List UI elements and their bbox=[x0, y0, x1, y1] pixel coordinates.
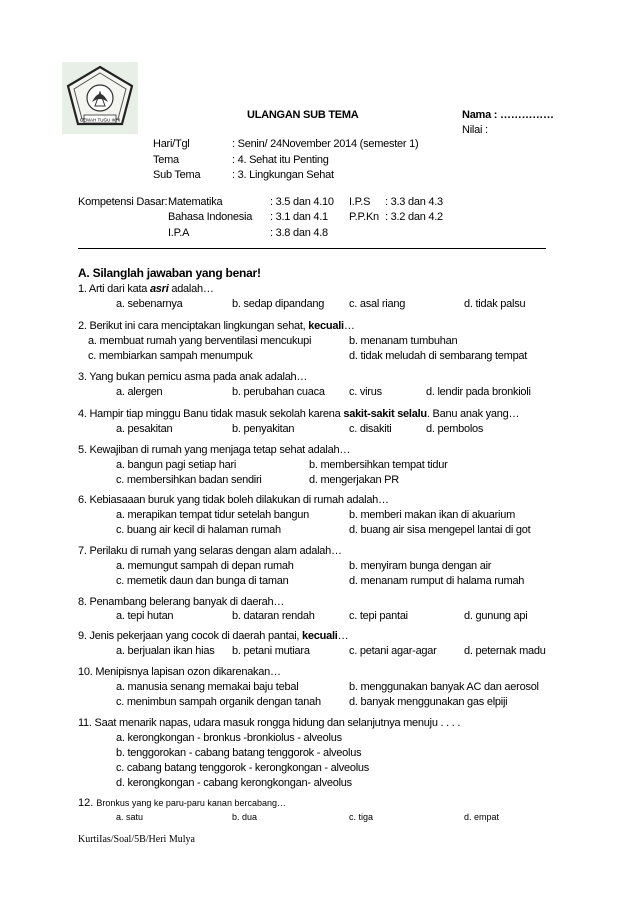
question-3: 3. Yang bukan pemicu asma pada anak adalah… bbox=[78, 371, 308, 383]
option: b. menyiram bunga dengan air bbox=[349, 560, 492, 572]
option: d. banyak menggunakan gas elpiji bbox=[349, 696, 508, 708]
question-9: 9. Jenis pekerjaan yang cocok di daerah pantai, kecuali… bbox=[78, 630, 349, 642]
school-emblem-icon bbox=[62, 62, 138, 134]
option: c. asal riang bbox=[349, 298, 406, 310]
kompetensi-subject: P.P.Kn bbox=[349, 211, 379, 223]
question-5: 5. Kewajiban di rumah yang menjaga tetap sehat adalah… bbox=[78, 444, 351, 456]
option: c. buang air kecil di halaman rumah bbox=[116, 524, 281, 536]
option: d. tidak meludah di sembarang tempat bbox=[349, 350, 528, 362]
option: c. membiarkan sampah menumpuk bbox=[88, 350, 253, 362]
option: c. disakiti bbox=[349, 423, 392, 435]
option: a. berjualan ikan hias bbox=[116, 645, 215, 657]
option: b. sedap dipandang bbox=[232, 298, 325, 310]
option: b. petani mutiara bbox=[232, 645, 310, 657]
option: c. tepi pantai bbox=[349, 610, 408, 622]
kompetensi-kd: : 3.5 dan 4.10 bbox=[270, 196, 334, 208]
score-field-label: Nilai : bbox=[462, 124, 488, 136]
option: c. virus bbox=[349, 386, 382, 398]
info-value-subtheme: : 3. Lingkungan Sehat bbox=[232, 169, 334, 181]
question-4: 4. Hampir tiap minggu Banu tidak masuk sekolah karena sakit-sakit selalu. Banu anak yang… bbox=[78, 408, 520, 420]
option: a. memungut sampah di depan rumah bbox=[116, 560, 294, 572]
info-value-theme: : 4. Sehat itu Penting bbox=[232, 154, 329, 166]
option: a. pesakitan bbox=[116, 423, 173, 435]
kompetensi-label: Kompetensi Dasar: bbox=[78, 196, 168, 208]
question-8: 8. Penambang belerang banyak di daerah… bbox=[78, 596, 285, 608]
kompetensi-subject: I.P.A bbox=[168, 227, 190, 239]
option: b. tenggorokan - cabang batang tenggorok - alveolus bbox=[116, 747, 362, 759]
option: a. tepi hutan bbox=[116, 610, 174, 622]
option: d. menanam rumput di halama rumah bbox=[349, 575, 525, 587]
option: d. peternak madu bbox=[464, 645, 546, 657]
separator-line bbox=[78, 248, 546, 249]
kompetensi-subject: I.P.S bbox=[349, 196, 371, 208]
school-logo bbox=[62, 62, 138, 134]
option: a. membuat rumah yang berventilasi mencukupi bbox=[88, 335, 312, 347]
option: d. tidak palsu bbox=[464, 298, 526, 310]
question-12: 12. Bronkus yang ke paru-paru kanan bercabang… bbox=[78, 797, 286, 809]
option: c. menimbun sampah organik dengan tanah bbox=[116, 696, 321, 708]
option: b. dua bbox=[232, 812, 258, 822]
option: d. empat bbox=[464, 812, 500, 822]
option: a. alergen bbox=[116, 386, 163, 398]
kompetensi-subject: Matematika bbox=[168, 196, 223, 208]
name-field-label: Nama : …………… bbox=[462, 109, 554, 121]
option: b. perubahan cuaca bbox=[232, 386, 325, 398]
kompetensi-subject: Bahasa Indonesia bbox=[168, 211, 253, 223]
info-label-subtheme: Sub Tema bbox=[153, 169, 201, 181]
option: d. mengerjakan PR bbox=[309, 474, 399, 486]
page-footer: KurtiIas/Soal/5B/Heri Mulya bbox=[78, 834, 195, 845]
option: c. cabang batang tenggorok - kerongkongan - alveolus bbox=[116, 762, 370, 774]
info-label-theme: Tema bbox=[153, 154, 179, 166]
kompetensi-kd: : 3.3 dan 4.3 bbox=[385, 196, 443, 208]
option: a. bangun pagi setiap hari bbox=[116, 459, 237, 471]
option: b. menggunakan banyak AC dan aerosol bbox=[349, 681, 539, 693]
option: d. pembolos bbox=[426, 423, 484, 435]
option: d. kerongkongan - cabang kerongkongan- alveolus bbox=[116, 777, 352, 789]
option: c. tiga bbox=[349, 812, 374, 822]
logo-ribbon-text: GEMAH TUGU IKHI bbox=[79, 117, 121, 123]
option: a. kerongkongan - bronkus -bronkiolus - alveolus bbox=[116, 732, 342, 744]
info-value-date: : Senin/ 24November 2014 (semester 1) bbox=[232, 138, 419, 150]
option: a. manusia senang memakai baju tebal bbox=[116, 681, 299, 693]
option: d. gunung api bbox=[464, 610, 528, 622]
option: d. buang air sisa mengepel lantai di got bbox=[349, 524, 531, 536]
option: d. lendir pada bronkioli bbox=[426, 386, 531, 398]
option: a. merapikan tempat tidur setelah bangun bbox=[116, 509, 310, 521]
kompetensi-kd: : 3.1 dan 4.1 bbox=[270, 211, 328, 223]
option: c. membersihkan badan sendiri bbox=[116, 474, 262, 486]
question-10: 10. Menipisnya lapisan ozon dikarenakan… bbox=[78, 666, 281, 678]
option: a. sebenarnya bbox=[116, 298, 183, 310]
kompetensi-kd: : 3.8 dan 4.8 bbox=[270, 227, 328, 239]
info-label-date: Hari/Tgl bbox=[153, 138, 190, 150]
option: b. dataran rendah bbox=[232, 610, 315, 622]
option: c. memetik daun dan bunga di taman bbox=[116, 575, 289, 587]
option: b. menanam tumbuhan bbox=[349, 335, 458, 347]
exam-title: ULANGAN SUB TEMA bbox=[247, 109, 359, 121]
option: b. membersihkan tempat tidur bbox=[309, 459, 448, 471]
option: c. petani agar-agar bbox=[349, 645, 437, 657]
option: b. penyakitan bbox=[232, 423, 295, 435]
kompetensi-kd: : 3.2 dan 4.2 bbox=[385, 211, 443, 223]
section-title: A. Silanglah jawaban yang benar! bbox=[78, 266, 261, 280]
question-11: 11. Saat menarik napas, udara masuk rongga hidung dan selanjutnya menuju . . . . bbox=[78, 717, 461, 729]
question-7: 7. Perilaku di rumah yang selaras dengan alam adalah… bbox=[78, 545, 342, 557]
option: a. satu bbox=[116, 812, 144, 822]
question-6: 6. Kebiasaaan buruk yang tidak boleh dilakukan di rumah adalah… bbox=[78, 494, 389, 506]
question-1: 1. Arti dari kata asri adalah… bbox=[78, 283, 214, 295]
question-2: 2. Berikut ini cara menciptakan lingkungan sehat, kecuali… bbox=[78, 320, 355, 332]
option: b. memberi makan ikan di akuarium bbox=[349, 509, 515, 521]
